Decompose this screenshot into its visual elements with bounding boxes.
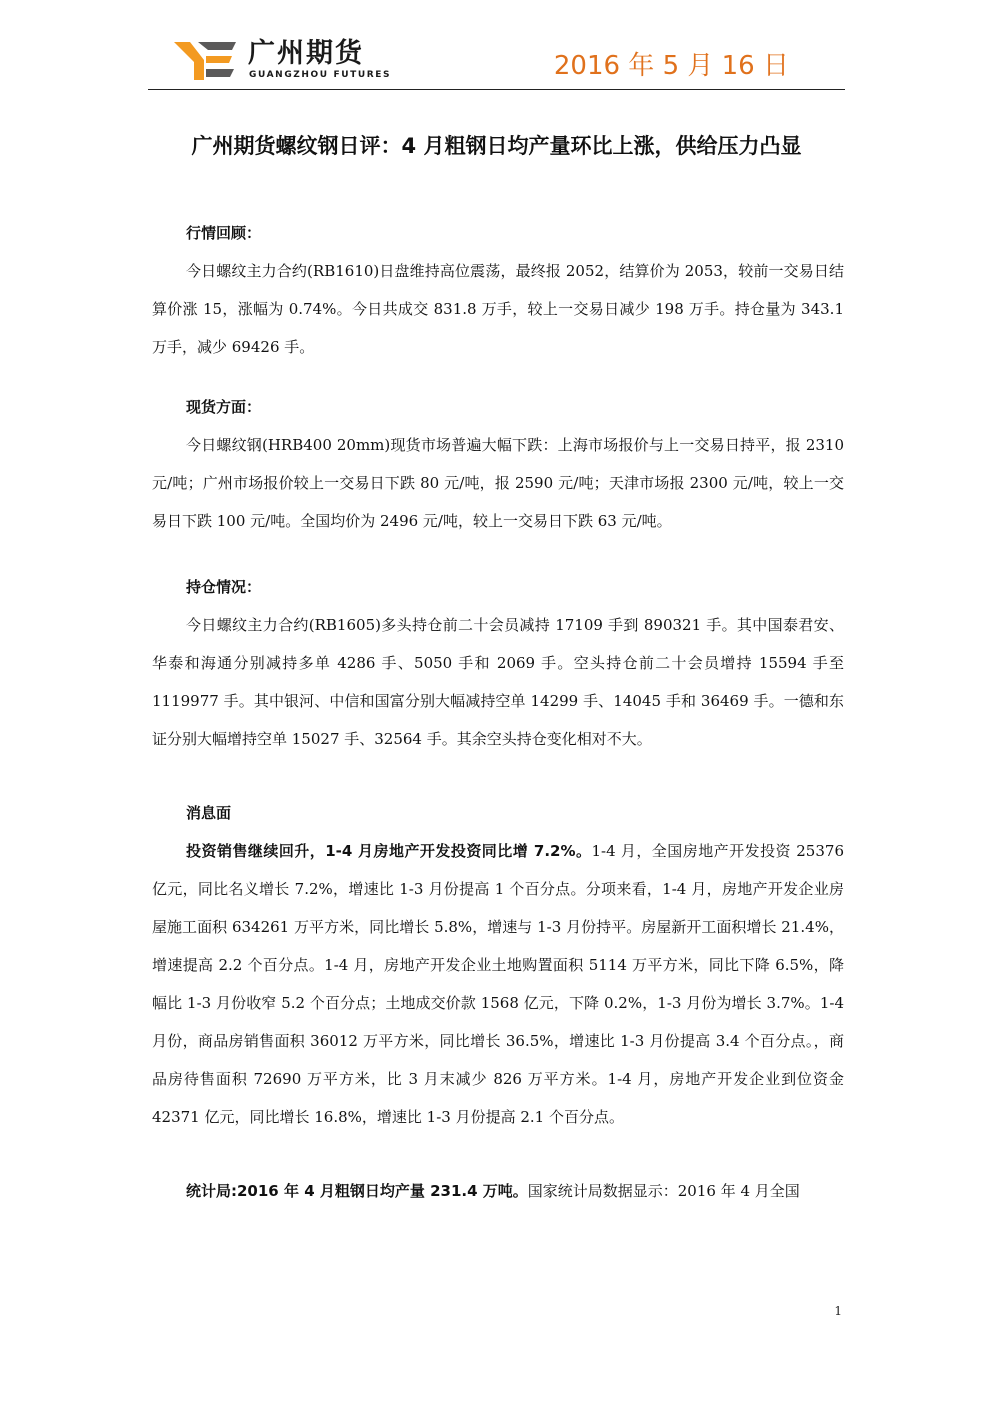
header-divider [148,89,845,90]
report-title: 广州期货螺纹钢日评：4 月粗钢日均产量环比上涨，供给压力凸显 [191,134,802,158]
section-heading-news: 消息面 [186,804,232,822]
paragraph-positions: 今日螺纹主力合约(RB1605)多头持仓前二十会员减持 17109 手到 890321 手。其中国泰君安、华泰和海通分别减持多单 4286 手、5050 手和 2069 手。空头持仓前二十会员增持 15594 手至 1119977 手。其中银河、中信和国富分别大幅减持空单 14299 手、14045 手和 36469 手。一德和东证分别大幅增持空单 15027 手、32564 手。其余空头持仓变化相对不大。 [152,616,844,748]
news-headline-real-estate: 投资销售继续回升，1-4 月房地产开发投资同比增 7.2%。 [186,842,592,860]
guangzhou-futures-logo-icon [174,40,238,82]
page-header [148,32,845,90]
news-headline-steel-output: 统计局:2016 年 4 月粗钢日均产量 231.4 万吨。 [186,1182,528,1200]
section-heading-spot: 现货方面： [186,398,262,416]
report-date: 2016 年 5 月 16 日 [553,51,789,81]
report-body [152,214,844,1210]
paragraph-news-real-estate [152,832,844,1136]
news-text-steel-output: 国家统计局数据显示：2016 年 4 月全国 [527,1182,800,1200]
brand-name-en: GUANGZHOU FUTURES [249,70,392,80]
paragraph-news-steel-output [152,1172,844,1210]
section-heading-market-review: 行情回顾： [186,224,262,242]
paragraph-market-review: 今日螺纹主力合约(RB1610)日盘维持高位震荡，最终报 2052，结算价为 2053，较前一交易日结算价涨 15，涨幅为 0.74%。今日共成交 831.8 万手，较上一交易日减少 198 万手。持仓量为 343.1 万手，减少 69426 手。 [152,262,844,356]
brand-name-cn: 广州期货 [248,38,364,69]
section-heading-positions: 持仓情况： [186,578,262,596]
paragraph-spot: 今日螺纹钢(HRB400 20mm)现货市场普遍大幅下跌：上海市场报价与上一交易日持平，报 2310 元/吨；广州市场报价较上一交易日下跌 80 元/吨，报 2590 元/吨；天津市场报 2300 元/吨，较上一交易日下跌 100 元/吨。全国均价为 2496 元/吨，较上一交易日下跌 63 元/吨。 [152,436,844,530]
page-number: 1 [834,1304,842,1318]
news-text-real-estate: 1-4 月，全国房地产开发投资 25376 亿元，同比名义增长 7.2%，增速比 1-3 月份提高 1 个百分点。分项来看，1-4 月，房地产开发企业房屋施工面积 634261 万平方米，同比增长 5.8%，增速与 1-3 月份持平。房屋新开工面积增长 21.4%，增速提高 2.2 个百分点。1-4 月，房地产开发企业土地购置面积 5114 万平方米，同比下降 6.5%，降幅比 1-3 月份收窄 5.2 个百分点；土地成交价款 1568 亿元，下降 0.2%，1-3 月份为增长 3.7%。1-4 月份，商品房销售面积 36012 万平方米，同比增长 36.5%，增速比 1-3 月份提高 3.4 个百分点。，商品房待售面积 72690 万平方米，比 3 月末减少 826 万平方米。1-4 月，房地产开发企业到位资金 42371 亿元，同比增长 16.8%，增速比 1-3 月份提高 2.1 个百分点。 [152,842,844,1126]
